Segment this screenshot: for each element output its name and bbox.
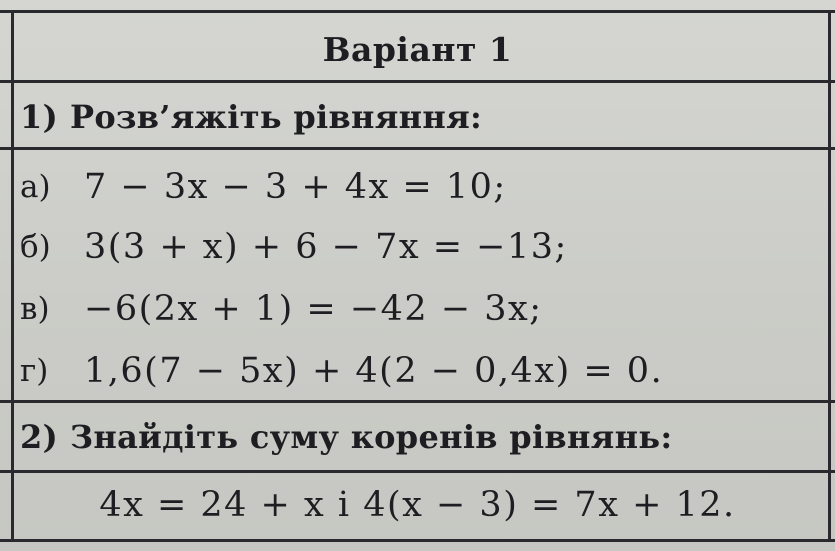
- task2-heading: [20, 418, 672, 456]
- equation-a: 7 − 3x − 3 + 4x = 10;: [84, 167, 507, 207]
- table-border-after-task2: [0, 470, 835, 473]
- equation-row-a: [20, 158, 507, 216]
- task2-equation: 4x = 24 + x і 4(x − 3) = 7x + 12.: [99, 485, 736, 525]
- task1-number: 1): [20, 98, 59, 136]
- table-border-bottom: [0, 539, 835, 542]
- equation-row-b: [20, 218, 568, 276]
- table-border-after-equations: [0, 400, 835, 403]
- table-border-right: [828, 10, 831, 542]
- task2-number: 2): [20, 418, 59, 456]
- equation-label-a: а): [20, 169, 51, 205]
- task1-text: Розв’яжіть рівняння:: [70, 98, 483, 136]
- table-border-after-task1: [0, 147, 835, 150]
- equation-label-g: г): [20, 353, 49, 389]
- equation-row-v: [20, 280, 543, 338]
- equation-label-b: б): [20, 229, 51, 265]
- equation-b: 3(3 + x) + 6 − 7x = −13;: [84, 227, 568, 267]
- table-border-top: [0, 10, 835, 13]
- equation-label-v: в): [20, 291, 50, 327]
- table-border-after-title: [0, 80, 835, 83]
- equation-g: 1,6(7 − 5x) + 4(2 − 0,4x) = 0.: [84, 351, 664, 391]
- task2-text: Знайдіть суму коренів рівнянь:: [70, 418, 673, 456]
- task1-heading: [20, 98, 482, 136]
- table-border-left: [11, 10, 14, 542]
- equation-row-g: [20, 342, 663, 400]
- variant-title: Варіант 1: [322, 30, 513, 69]
- equation-v: −6(2x + 1) = −42 − 3x;: [84, 289, 543, 329]
